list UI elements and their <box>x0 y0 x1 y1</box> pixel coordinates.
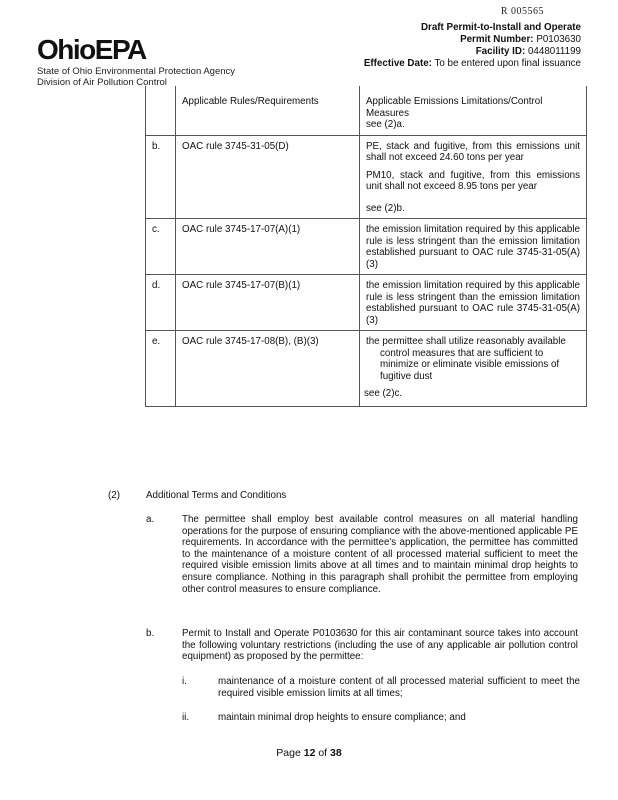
facility-id-line: Facility ID: 0448011199 <box>475 46 581 57</box>
item-a-label: a. <box>146 514 155 525</box>
sub-i-label: i. <box>182 676 187 687</box>
permit-number: P0103630 <box>536 34 581 45</box>
rules-table <box>145 86 587 407</box>
division-name: Division of Air Pollution Control <box>37 77 167 88</box>
section-title: Additional Terms and Conditions <box>146 490 287 501</box>
header-rules: Applicable Rules/Requirements <box>176 86 360 135</box>
ohio-epa-logo: OhioEPA <box>37 34 146 65</box>
page-id-stamp: R 005565 <box>500 6 544 17</box>
effective-date: To be entered upon final issuance <box>434 58 581 69</box>
permit-header <box>364 22 581 70</box>
header-limitations: Applicable Emissions Limitations/Control Measures see (2)a. <box>360 86 587 135</box>
item-a-text: The permittee shall employ best available control measures on all material handling operations for the purpose of ensuring compliance with the above-mentioned applicable PE requirements. In accordance with the permittee's application, the permittee has committed to the maintenance of a moisture content of all processed material sufficient to meet the required visible emission limits above at all times and to maintain minimal drop heights to ensure compliance. Nothing in this paragraph shall prohibit the permittee from employing other control measures to ensure compliance. <box>182 514 578 595</box>
sub-ii-text: maintain minimal drop heights to ensure compliance; and <box>218 712 466 723</box>
item-b-text: Permit to Install and Operate P0103630 for this air contaminant source takes into account the following voluntary restrictions (including the use of any applicable air pollution control equipment) as proposed by the permittee: <box>182 628 578 663</box>
agency-name: State of Ohio Environmental Protection Agency <box>37 66 236 77</box>
page-number: 12 <box>303 747 316 759</box>
sub-i-text: maintenance of a moisture content of all processed material sufficient to meet the required visible emission limits at all times; <box>218 676 580 699</box>
facility-id: 0448011199 <box>527 46 581 57</box>
page-footer: Page 12 of 38 <box>276 747 342 759</box>
page-total: 38 <box>330 747 342 759</box>
doc-type: Draft Permit-to-Install and Operate <box>420 22 581 33</box>
agency-block <box>37 66 235 88</box>
table-row: e. OAC rule 3745-17-08(B), (B)(3) the permittee shall utilize reasonably available control measures that are sufficient to minimize or eliminate visible emissions of fugitive dust see (2)c. <box>146 331 587 407</box>
table-header-row <box>146 86 587 135</box>
item-b-label: b. <box>146 628 155 639</box>
table-row: b. OAC rule 3745-31-05(D) PE, stack and fugitive, from this emissions unit shall not exceed 24.60 tons per year PM10, stack and fugitive, from this emissions unit shall not exceed 8.95 tons per year see (2)b. <box>146 135 587 219</box>
section-number: (2) <box>108 490 120 501</box>
permit-number-line: Permit Number: P0103630 <box>460 34 581 45</box>
effective-date-line: Effective Date: To be entered upon final issuance <box>363 58 581 69</box>
sub-ii-label: ii. <box>182 712 190 723</box>
table-row: c. OAC rule 3745-17-07(A)(1) the emission limitation required by this applicable rule is less stringent than the emission limitation established pursuant to OAC rule 3745-31-05(A)(3) <box>146 219 587 275</box>
table-row: d. OAC rule 3745-17-07(B)(1) the emission limitation required by this applicable rule is less stringent than the emission limitation established pursuant to OAC rule 3745-31-05(A)(3) <box>146 275 587 331</box>
